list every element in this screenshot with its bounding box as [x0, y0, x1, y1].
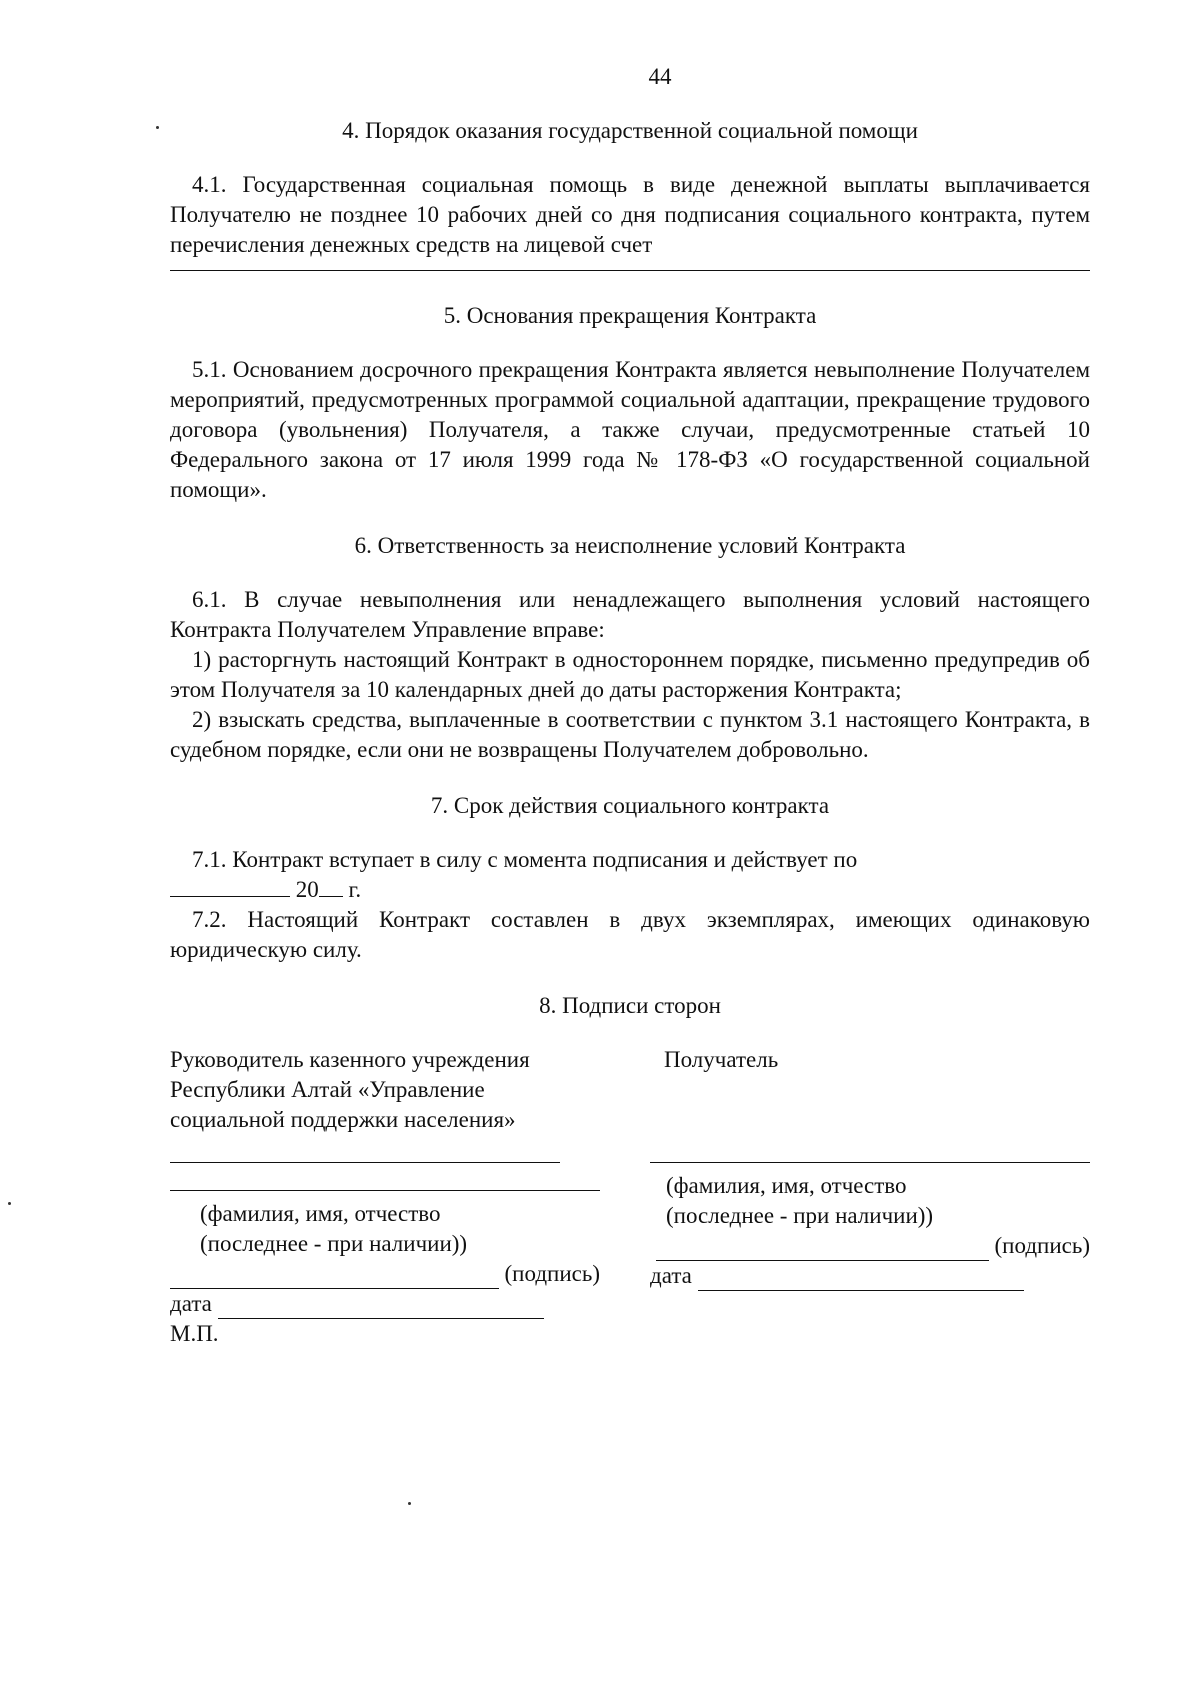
end-date-year-suffix: г.: [348, 877, 362, 902]
section-8: [170, 991, 1090, 1349]
scan-speck: [156, 126, 159, 129]
section-4-title: 4. Порядок оказания государственной социальной помощи: [342, 118, 918, 143]
right-heading: Получатель: [664, 1047, 779, 1072]
section-7: [170, 791, 1090, 965]
left-date-label: дата: [170, 1291, 212, 1316]
right-name-note: [650, 1171, 1090, 1231]
right-date-row: [650, 1261, 1030, 1291]
left-heading-line-2: Республики Алтай «Управление: [170, 1077, 485, 1102]
left-name-note-line-2: (последнее - при наличии)): [200, 1231, 468, 1256]
section-6-item-2: 2) взыскать средства, выплаченные в соответствии с пунктом 3.1 настоящего Контракта, в судебном порядке, если они не возвращены Получателем добровольно.: [170, 707, 1090, 762]
section-7-paragraph-2: 7.2. Настоящий Контракт составлен в двух экземплярах, имеющих одинаковую юридическую силу.: [170, 907, 1090, 962]
section-5: [170, 301, 1090, 505]
end-date-blank: [170, 876, 290, 897]
end-date-year-prefix: 20: [295, 877, 319, 902]
left-heading: [170, 1045, 600, 1135]
right-date-label: дата: [650, 1263, 692, 1288]
signature-right-column: [650, 1045, 1090, 1349]
signature-block: [170, 1045, 1090, 1349]
end-date-year-blank: [319, 876, 343, 897]
page-number: 44: [648, 64, 672, 89]
account-blank-line: [170, 260, 1090, 271]
section-4-paragraph-1: 4.1. Государственная социальная помощь в виде денежной выплаты выплачивается Получателю не позднее 10 рабочих дней со дня подписания социального контракта, путем перечисления денежных средств на лицевой счет: [170, 172, 1090, 257]
scan-speck: [408, 1502, 411, 1505]
left-name-note-line-1: (фамилия, имя, отчество: [200, 1201, 441, 1226]
scan-speck: [8, 1202, 11, 1205]
stamp-label: М.П.: [170, 1321, 219, 1346]
section-6-title: 6. Ответственность за неисполнение условий Контракта: [354, 533, 906, 558]
left-date-row: [170, 1289, 550, 1319]
left-signature-row: [170, 1259, 600, 1289]
right-signature-label: (подпись): [994, 1233, 1090, 1258]
section-7-paragraph-1-text: 7.1. Контракт вступает в силу с момента подписания и действует по: [192, 847, 858, 872]
section-7-paragraph-1: [170, 845, 1090, 875]
right-signature-line: [656, 1238, 989, 1261]
left-signature-line: [170, 1266, 499, 1289]
section-8-title: 8. Подписи сторон: [539, 993, 721, 1018]
left-heading-line-3: социальной поддержки населения»: [170, 1107, 516, 1132]
section-6-paragraph-1: 6.1. В случае невыполнения или ненадлежащего выполнения условий настоящего Контракта Получателем Управление вправе:: [170, 587, 1090, 642]
section-6-item-1: 1) расторгнуть настоящий Контракт в одностороннем порядке, письменно предупредив об этом Получателя за 10 календарных дней до даты расторжения Контракта;: [170, 647, 1090, 702]
section-5-paragraph-1: 5.1. Основанием досрочного прекращения Контракта является невыполнение Получателем мероприятий, предусмотренных программой социальной адаптации, прекращение трудового договора (увольнения) Получателя, а также случаи, предусмотренные статьей 10 Федерального закона от 17 июля 1999 года № 178-ФЗ «О государственной социальной помощи».: [170, 357, 1090, 502]
section-6: [170, 531, 1090, 765]
right-signature-row: [650, 1231, 1090, 1261]
left-name-note: [170, 1199, 600, 1259]
left-signature-label: (подпись): [504, 1261, 600, 1286]
section-7-title: 7. Срок действия социального контракта: [430, 793, 830, 818]
section-7-end-date: [170, 875, 1090, 905]
left-date-line: [218, 1296, 544, 1319]
signature-left-column: [170, 1045, 600, 1349]
left-name-line: [170, 1189, 600, 1191]
right-name-note-line-1: (фамилия, имя, отчество: [666, 1173, 907, 1198]
left-heading-line-1: Руководитель казенного учреждения: [170, 1047, 530, 1072]
right-date-line: [698, 1268, 1024, 1291]
section-5-title: 5. Основания прекращения Контракта: [443, 303, 817, 328]
section-4: [170, 116, 1090, 271]
right-name-note-line-2: (последнее - при наличии)): [666, 1203, 934, 1228]
right-name-line: [650, 1161, 1090, 1163]
